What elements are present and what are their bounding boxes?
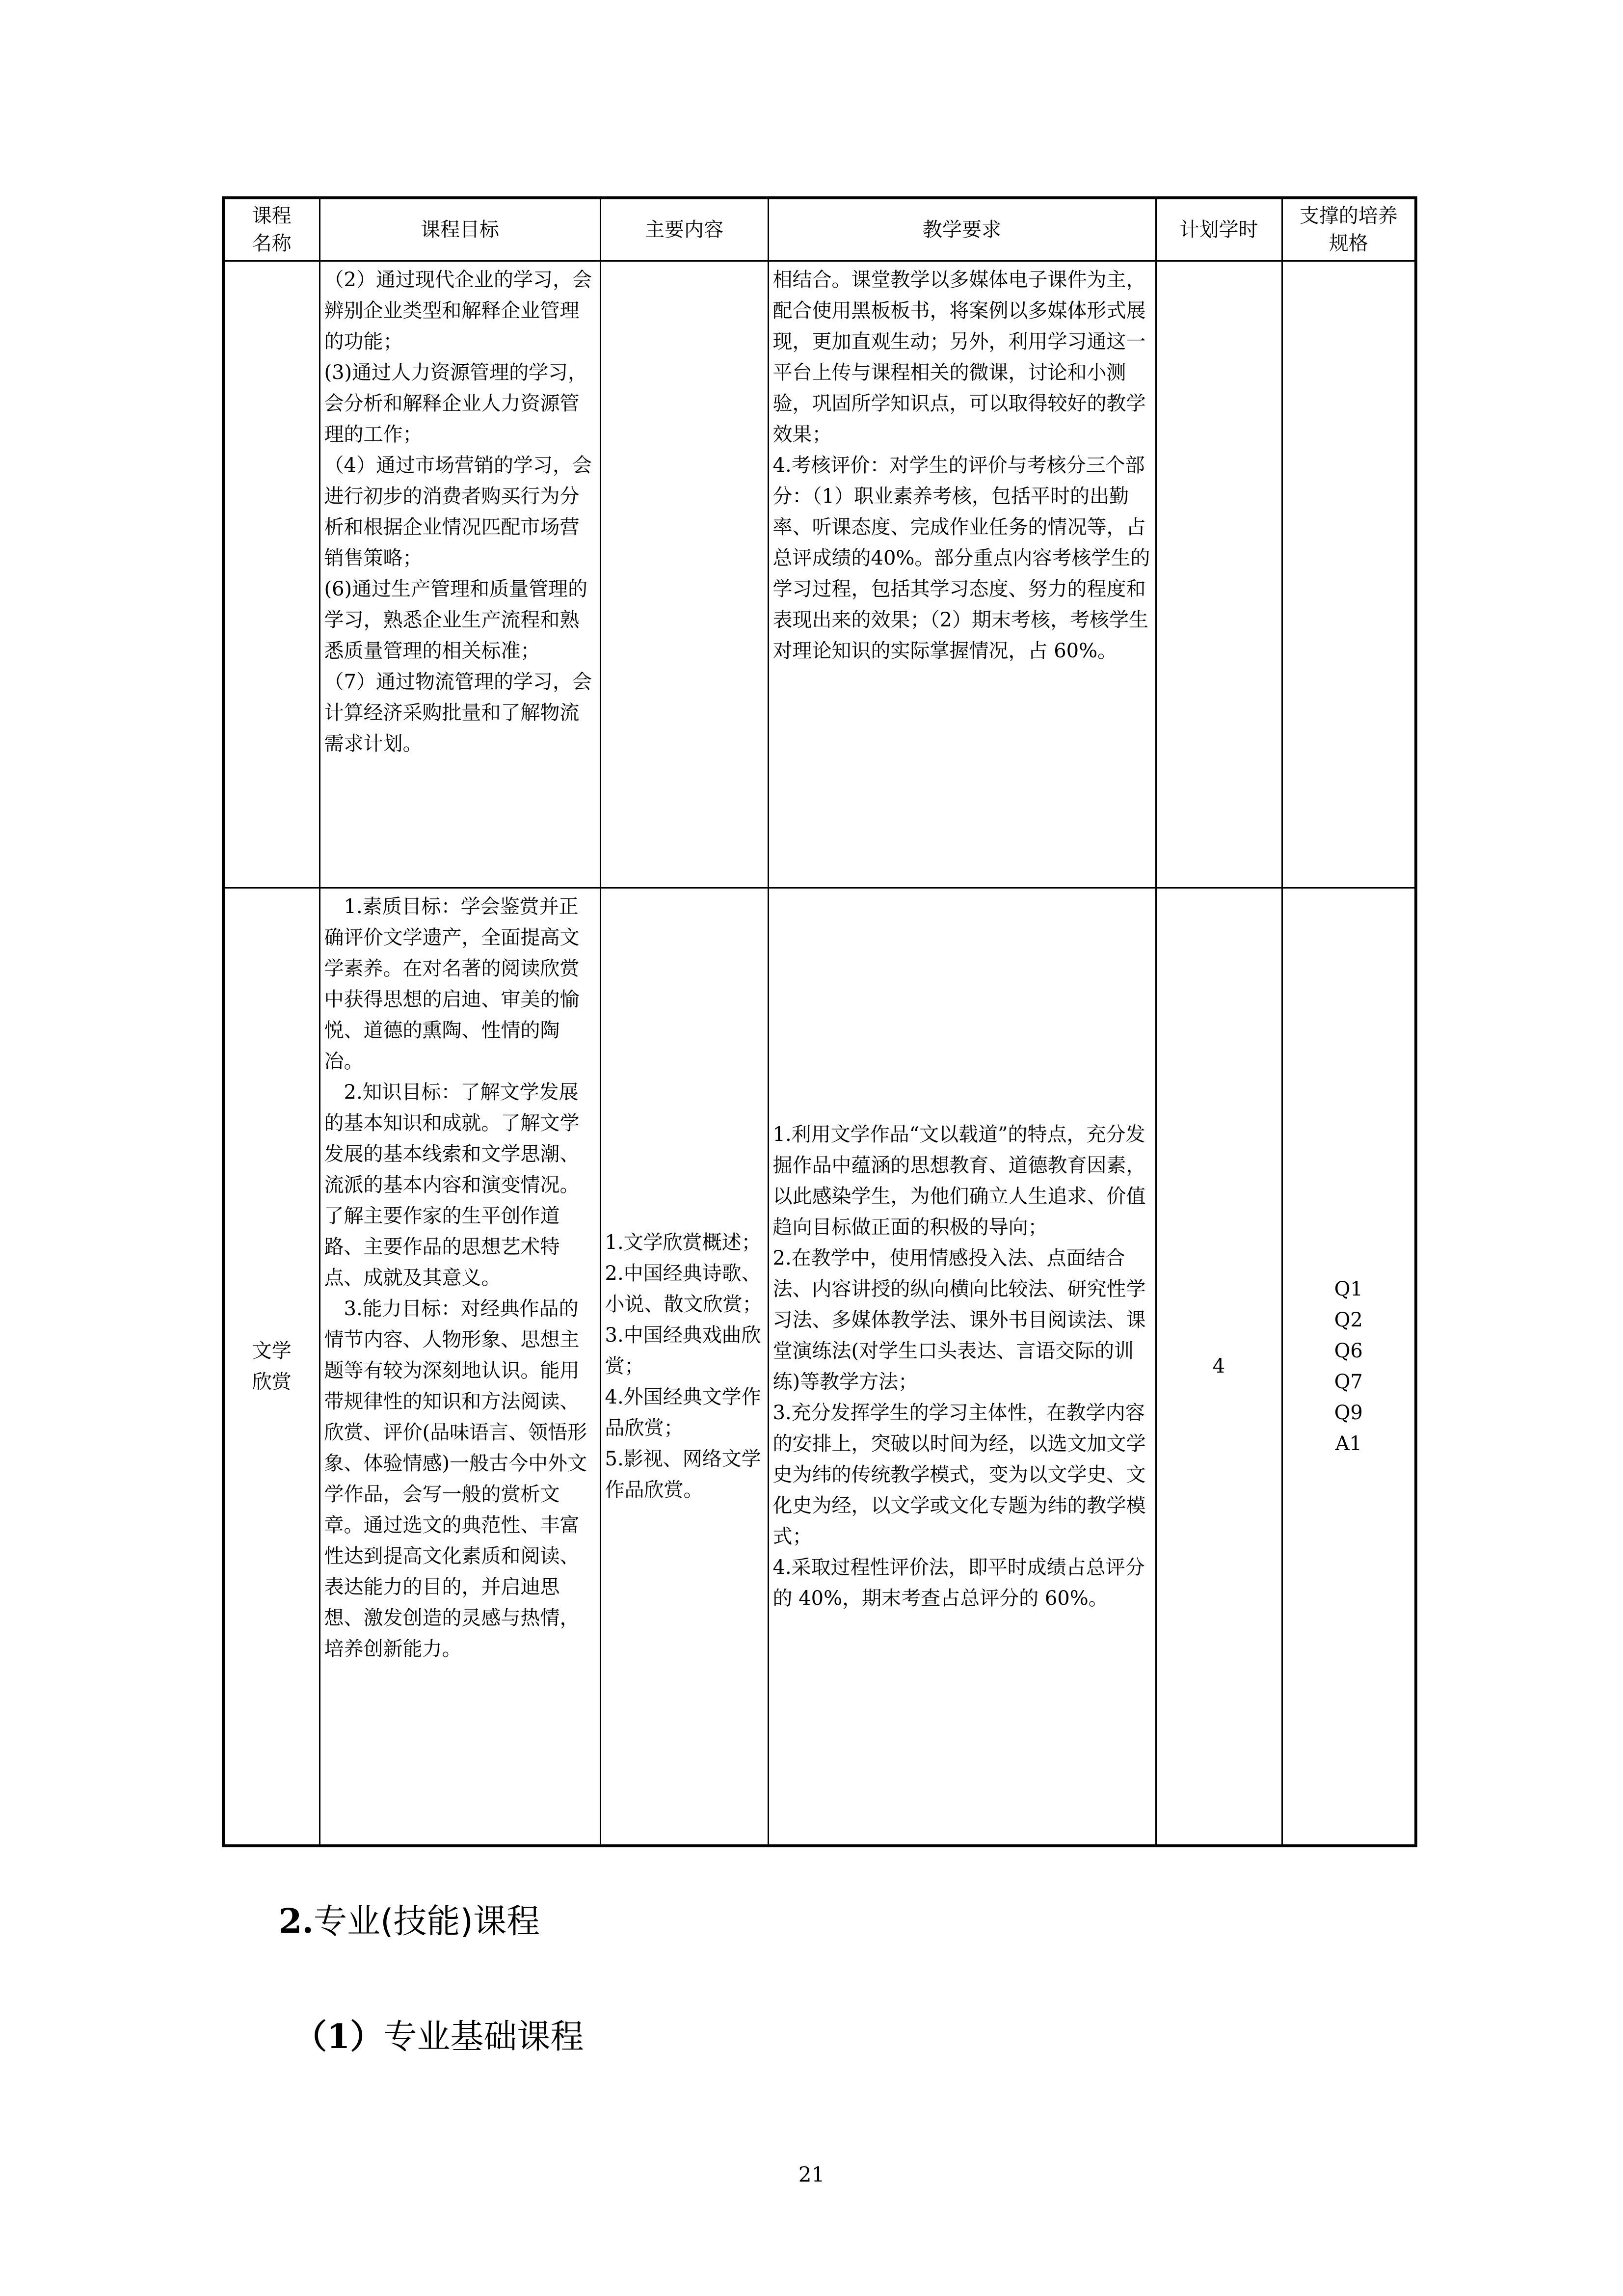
cell-supported-specs: [1282, 261, 1416, 888]
header-supported-specs: 支撑的培养 规格: [1282, 198, 1416, 261]
cell-course-name: [223, 261, 319, 888]
cell-planned-hours: [1156, 261, 1282, 888]
cell-course-goals: 1.素质目标：学会鉴赏并正确评价文学遗产，全面提高文学素养。在对名著的阅读欣赏中获得思想的启迪、审美的愉悦、道德的熏陶、性情的陶冶。 2.知识目标：了解文学发展的基本知识和成就。了解文学发展的基本线索和文学思潮、流派的基本内容和演变情况。了解主要作家的生平创作道路、主要作品的思想艺术特点、成就及其意义。 3.能力目标：对经典作品的情节内容、人物形象、思想主题等有较为深刻地认识。能用带规律性的知识和方法阅读、欣赏、评价(品味语言、领悟形象、体验情感)一般古今中外文学作品，会写一般的赏析文章。通过选文的典范性、丰富性达到提高文化素质和阅读、表达能力的目的，并启迪思想、激发创造的灵感与热情，培养创新能力。: [319, 888, 600, 1846]
section-heading: [279, 1895, 540, 1943]
cell-main-content: [600, 261, 768, 888]
section-number: 2.: [279, 1902, 314, 1941]
subsection-title: 专业基础课程: [383, 2018, 584, 2056]
course-table: [222, 196, 1417, 1847]
cell-course-goals: （2）通过现代企业的学习，会辨别企业类型和解释企业管理的功能； (3)通过人力资源管理的学习，会分析和解释企业人力资源管理的工作； （4）通过市场营销的学习，会进行初步的消费者购买行为分析和根据企业情况匹配市场营销售策略； (6)通过生产管理和质量管理的学习，熟悉企业生产流程和熟悉质量管理的相关标准； （7）通过物流管理的学习，会计算经济采购批量和了解物流需求计划。: [319, 261, 600, 888]
section-title: 专业(技能)课程: [314, 1902, 540, 1941]
subsection-number: （1）: [293, 2017, 384, 2056]
subsection-heading: [293, 2010, 584, 2058]
header-main-content: 主要内容: [600, 198, 768, 261]
cell-supported-specs: Q1 Q2 Q6 Q7 Q9 A1: [1282, 888, 1416, 1846]
table-header-row: [223, 198, 1416, 261]
header-planned-hours: 计划学时: [1156, 198, 1282, 261]
cell-main-content: 1.文学欣赏概述； 2.中国经典诗歌、小说、散文欣赏； 3.中国经典戏曲欣赏； 4.外国经典文学作品欣赏； 5.影视、网络文学作品欣赏。: [600, 888, 768, 1846]
header-teaching-requirements: 教学要求: [768, 198, 1156, 261]
page-number: 21: [798, 2162, 825, 2187]
header-course-name: 课程 名称: [223, 198, 319, 261]
table-row: [223, 261, 1416, 888]
table-row: [223, 888, 1416, 1846]
cell-teaching-requirements: 1.利用文学作品“文以载道”的特点，充分发掘作品中蕴涵的思想教育、道德教育因素，以此感染学生，为他们确立人生追求、价值趋向目标做正面的积极的导向； 2.在教学中，使用情感投入法、点面结合法、内容讲授的纵向横向比较法、研究性学习法、多媒体教学法、课外书目阅读法、课堂演练法(对学生口头表达、言语交际的训练)等教学方法； 3.充分发挥学生的学习主体性，在教学内容的安排上，突破以时间为经，以选文加文学史为纬的传统教学模式，变为以文学史、文化史为经，以文学或文化专题为纬的教学模式； 4.采取过程性评价法，即平时成绩占总评分的 40%，期末考查占总评分的 60%。: [768, 888, 1156, 1846]
cell-course-name: 文学 欣赏: [223, 888, 319, 1846]
cell-planned-hours: 4: [1156, 888, 1282, 1846]
header-course-goals: 课程目标: [319, 198, 600, 261]
cell-teaching-requirements: 相结合。课堂教学以多媒体电子课件为主，配合使用黑板板书，将案例以多媒体形式展现，更加直观生动；另外，利用学习通这一平台上传与课程相关的微课，讨论和小测验，巩固所学知识点，可以取得较好的教学效果； 4.考核评价：对学生的评价与考核分三个部分：（1）职业素养考核，包括平时的出勤率、听课态度、完成作业任务的情况等，占总评成绩的40%。部分重点内容考核学生的学习过程，包括其学习态度、努力的程度和表现出来的效果；（2）期末考核，考核学生对理论知识的实际掌握情况，占 60%。: [768, 261, 1156, 888]
